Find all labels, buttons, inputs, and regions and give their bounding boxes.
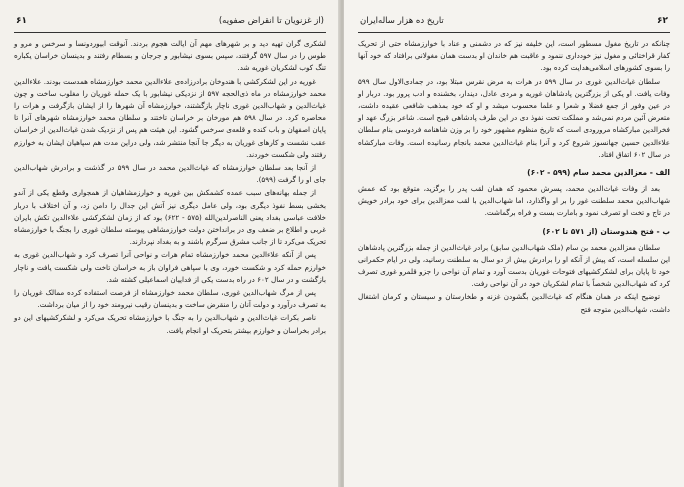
right-page-number: ۶۲	[657, 16, 668, 26]
paragraph: از جمله بهانه‌های سبب عمده کشمکش بین غوریه و خوارزمشاهیان از همجواری وقطع یکی از آندو بخشی بسط نفوذ دیگری بود، ولی عامل دیگری نیز آتش این جدال را دامن زد، و آن اختلاف با دربار خلافت عباسی بغداد یعنی الناصرلدین‌الله (۵۷۵ - ۶۲۲) بود که از زمان لشکرکشی علاءالدین تکش بایران غربی و اطلاع بر ضعف وی در برانداختن دولت خوارزمشاهی پیوسته سلطان غوری را بجنگ با خوارزمشاه تحریک می‌کرد تا از جانب مشرق سرگرم باشند و به بغداد نپردازند.	[14, 188, 326, 247]
paragraph: بعد از وفات غیاث‌الدین محمد، پسرش محمود که همان لقب پدر را برگزید، متوقع بود که عمش شهاب‌الدین محمد سلطنت غور را بر او واگذارد، اما شهاب‌الدین با لقب معزالدین برای خود برادر خویش در تاج و تخت او تصرف نمود و بامارت بست و فراه برگماشت.	[358, 184, 670, 218]
right-page	[344, 0, 684, 487]
paragraph: توضیح اینکه در همان هنگام که غیاث‌الدین بگشودن غزنه و طخارستان و سیستان و کرمان اشتغال داشت، شهاب‌الدین متوجه فتح	[358, 292, 670, 314]
paragraph: پس از مرگ شهاب‌الدین غوری، سلطان محمد خوارزمشاه از فرصت استفاده کرده ممالک غوریان را به تصرف درآورد و دولت آنان را منقرض ساخت و بدینسان رقیب نیرومند خود را از میان برداشت.	[14, 288, 326, 310]
left-page-number: ۶۱	[16, 16, 27, 26]
paragraph: از آنجا بعد سلطان خوارزمشاه که غیاث‌الدین محمد در سال ۵۹۹ در گذشت و برادرش شهاب‌الدین جای او را گرفت (۵۹۹).	[14, 163, 326, 185]
right-page-running-title: تاریخ ده هزار ساله‌ایران	[360, 16, 444, 26]
left-page-running-title: (از غزنویان تا انقراض صفویه)	[218, 16, 324, 26]
paragraph: چنانکه در تاریخ مغول مسطور است، این خلیفه نیز که در دشمنی و عناد با خوارزمشاه حتی از تحریک کفار قراختائی و مغول نیز خودداری ننمود و عاقبت هم خاندان او بدست همان مغولانی برافتاد که خود آنها را بسوی کشورهای اسلامی‌هدایت کرده بود.	[358, 39, 670, 73]
paragraph: لشکری گران تهیه دید و بر شهرهای مهم آن ایالت هجوم بردند. آنوقت ابیوردونسا و سرخس و مرو و طوس را در سال ۵۹۷ گرفتند، سپس بسوی نیشابور و جرجان و بسطام رفتند و بدینسان خراسان یکباره تنگ کوب لشکریان غوریه شد.	[14, 39, 327, 73]
left-page-header	[14, 14, 326, 33]
paragraph: غوریه در این لشکرکشی با هندوخان برادرزاده‌ی علاءالدین محمد خوارزمشاه همدست بودند. علاءالدین محمد خوارزمشاه در ماه ذی‌الحجه ۵۹۷ از نزدیکی نیشابور با یک حمله غوریان را مغلوب ساخت و چون غیاث‌الدین و شهاب‌الدین غوری ناچار بازگشتند، خوارزمشاه آن شهرها را از ایشان بازگرفت و هرات را محاصره کرد. در سال ۵۹۸ هم مورخان بر خراسان تاختند و سلطان محمد خوارزمشاه شهرهای آنرا تا پایان اصفهان و باب کنده و قلعه‌ی سرخس گشود. این هیئت هم پس از نزدیک شدن غیاث‌الدین از خراسان عقب نشست و کارهای غوریان به دیگر جا آنجا منتشر شد، ولی دراین مدت هم سپاهیان ایشان به خوارزم رفتند ولی شکست خوردند.	[14, 76, 326, 159]
paragraph: سلطان معزالدین محمد بن سام (ملک شهاب‌الدین سابق) برادر غیاث‌الدین از جمله بزرگترین پادشاهان این سلسله است، که پیش از آنکه او را برادرش بیش از دو سال به سلطنت رسانید، ولی در ایام حکمرانی خود تا پایان برای لشکرکشیهای فتوحات غوریان بدست آورد و تمام آن نواحی را جزو قلمرو غوری تصرف کرد که شهاب‌الدین شخصاً با تمام لشکریان خود در آن نواحی رفت.	[358, 242, 670, 289]
right-page-header	[358, 14, 670, 33]
right-page-body	[358, 38, 670, 479]
section-heading: الف - معزالدین محمد سام (۵۹۹ - ۶۰۲)	[527, 168, 670, 178]
paragraph: پس از آنکه علاءالدین محمد خوارزمشاه تمام هرات و نواحی آنرا تصرف کرد و شهاب‌الدین غوری به خوارزم حمله کرد و شکست خورد، وی با سپاهی فراوان باز به خراسان تاخت ولی شکست یافت و ناچار بازگشت و در سال ۶۰۲ در راه بدست یکی از فداییان اسماعیلی کشته شد.	[14, 250, 326, 284]
left-page-body	[14, 38, 326, 479]
section-heading: ب - فتح هندوستان (از ۵۷۱ تا ۶۰۲)	[542, 226, 670, 236]
paragraph: سلطان غیاث‌الدین غوری در سال ۵۹۹ در هرات به مرض نقرس مبتلا بود، در جمادی‌الاول سال ۵۹۹ وفات یافت. او یکی از بزرگترین پادشاهان غوریه و مردی عادل، دیندار، بخشنده و ادب پرور بود. دربار او در عین وفور از جمع فضلا و شعرا و علما محسوب میشد و او که خود بمذهب شافعی عقیده داشت، متعرض آئین مردم نمی‌شد و مملکت تحت نفوذ دی در این طرف پادشاهی قبیح است. شاعر بزرگ عهد او فخرالدین مبارکشاه مرورودی است که تاریخ منظوم مشهور خود را بر وزن شاهنامه فردوسی بنام سلطان علاءالدین حسین جهانسوز شروع کرد و آنرا بنام غیاث‌الدین محمد بانجام رسانیده است. وفات مبارکشاه در سال ۶۰۲ اتفاق افتاد.	[358, 76, 670, 159]
left-page	[0, 0, 340, 487]
paragraph: ناصر بکرات غیاث‌الدین و شهاب‌الدین را به جنگ با خوارزمشاه تحریک می‌کرد و لشکرکشیهای این دو برادر بخراسان و خوارزم بیشتر بتحریک او انجام یافت.	[14, 313, 326, 335]
